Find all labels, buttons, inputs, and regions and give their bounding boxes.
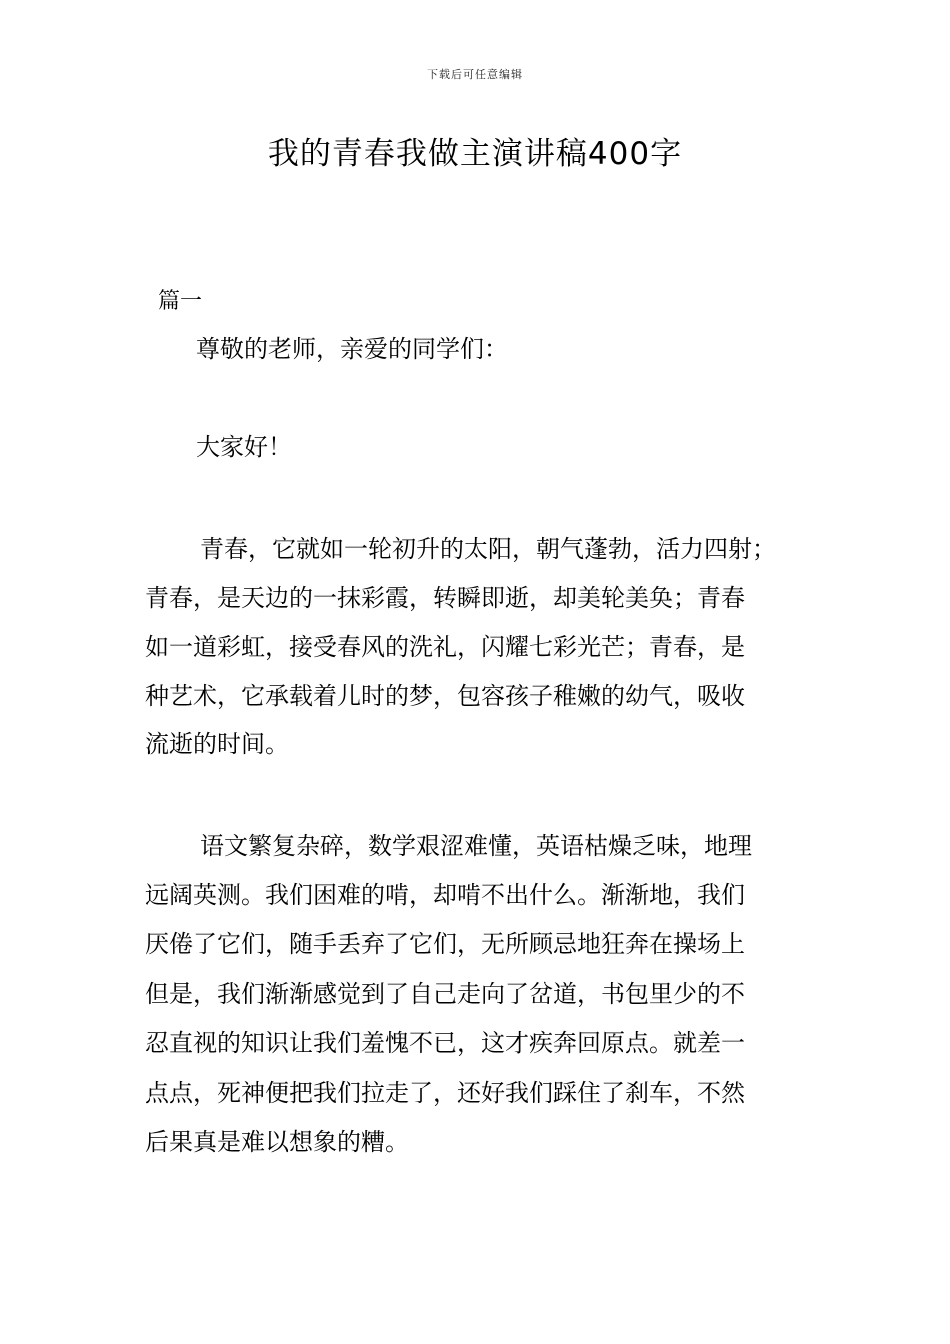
paragraph-line: 青春，它就如一轮初升的太阳，朝气蓬勃，活力四射； xyxy=(200,535,776,563)
paragraph-line: 种艺术，它承载着儿时的梦，包容孩子稚嫩的幼气，吸收 xyxy=(145,682,745,710)
section-label: 篇一 xyxy=(158,289,203,314)
paragraph-line: 青春，是天边的一抹彩霞，转瞬即逝，却美轮美奂；青春 xyxy=(145,584,745,612)
paragraph-line: 远阔英测。我们困难的啃，却啃不出什么。渐渐地，我们 xyxy=(145,881,745,909)
paragraph-line: 但是，我们渐渐感觉到了自己走向了岔道，书包里少的不 xyxy=(145,980,745,1008)
paragraph-line: 忍直视的知识让我们羞愧不已，这才疾奔回原点。就差一 xyxy=(145,1029,745,1057)
hello-line: 大家好！ xyxy=(196,433,292,461)
paragraph-line: 厌倦了它们，随手丢弃了它们，无所顾忌地狂奔在操场上 xyxy=(145,930,745,958)
paragraph-line: 语文繁复杂碎，数学艰涩难懂，英语枯燥乏味，地理 xyxy=(200,832,752,860)
page-header-note: 下载后可任意编辑 xyxy=(427,68,523,81)
paragraph-line: 流逝的时间。 xyxy=(145,730,289,758)
paragraph-line: 点点，死神便把我们拉走了，还好我们踩住了刹车，不然 xyxy=(145,1079,745,1107)
document-title: 我的青春我做主演讲稿400字 xyxy=(267,136,683,172)
paragraph-line: 如一道彩虹，接受春风的洗礼，闪耀七彩光芒；青春，是 xyxy=(145,633,745,661)
paragraph-line: 后果真是难以想象的糟。 xyxy=(145,1128,409,1156)
greeting-line: 尊敬的老师，亲爱的同学们： xyxy=(196,335,508,363)
